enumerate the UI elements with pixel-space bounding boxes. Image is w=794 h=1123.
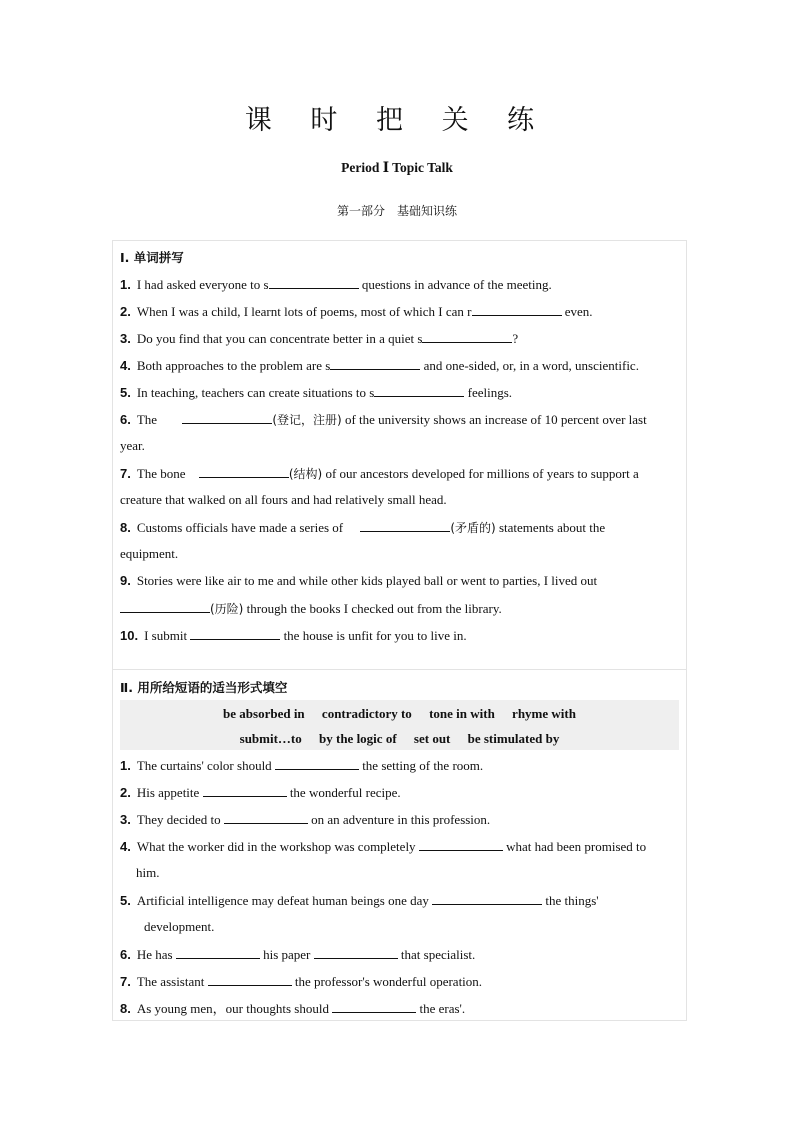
list-item: 8. Customs officials have made a series of (矛盾的) statements about the: [120, 520, 606, 535]
answer-blank[interactable]: [176, 946, 260, 959]
phrase: tone in with: [429, 706, 495, 721]
list-item: 2. His appetite the wonderful recipe.: [120, 785, 401, 800]
phrase: submit…to: [239, 731, 302, 746]
part-heading: 第一部分 基础知识练: [336, 204, 457, 218]
list-item: 10. I submit the house is unfit for you to live in.: [120, 628, 467, 643]
answer-blank[interactable]: [432, 892, 542, 905]
list-item: 8. As young men，our thoughts should the eras'.: [120, 1001, 466, 1016]
phrase-row: [120, 731, 679, 747]
list-item: 3. They decided to on an adventure in this profession.: [120, 812, 491, 827]
answer-blank[interactable]: [330, 357, 420, 370]
list-item-continuation: (历险) through the books I checked out from the library.: [120, 600, 680, 617]
section2-heading: Ⅱ. 用所给短语的适当形式填空: [120, 680, 288, 695]
answer-blank[interactable]: [269, 276, 359, 289]
answer-blank[interactable]: [199, 465, 289, 478]
answer-blank[interactable]: [472, 303, 562, 316]
list-item-continuation: equipment.: [120, 546, 179, 561]
phrase-row: [120, 706, 679, 722]
section1-heading: Ⅰ. 单词拼写: [120, 250, 184, 265]
list-item-continuation: him.: [136, 865, 160, 880]
list-item: 4. Both approaches to the problem are s and one-sided, or, in a word, unscientific.: [120, 358, 639, 373]
list-item-continuation: creature that walked on all fours and had relatively small head.: [120, 492, 447, 507]
phrase-bank: [120, 700, 679, 750]
list-item: 6. The (登记，注册) of the university shows an increase of 10 percent over last: [120, 412, 647, 427]
list-item: 1. The curtains' color should the setting of the room.: [120, 758, 484, 773]
answer-blank[interactable]: [419, 838, 503, 851]
phrase: be absorbed in: [223, 706, 305, 721]
list-item-continuation: development.: [144, 919, 215, 934]
answer-blank[interactable]: [208, 973, 292, 986]
period-subtitle: Period Ⅰ Topic Talk: [341, 160, 453, 175]
answer-blank[interactable]: [332, 1000, 416, 1013]
list-item: 7. The assistant the professor's wonderful operation.: [120, 974, 483, 989]
list-item: 7. The bone (结构) of our ancestors developed for millions of years to support a: [120, 466, 639, 481]
list-item: 5. In teaching, teachers can create situations to s feelings.: [120, 385, 513, 400]
answer-blank[interactable]: [275, 757, 359, 770]
answer-blank[interactable]: [374, 384, 464, 397]
phrase: rhyme with: [512, 706, 576, 721]
list-item: 4. What the worker did in the workshop was completely what had been promised to: [120, 839, 647, 854]
page-title: 课 时 把 关 练: [244, 105, 550, 136]
answer-blank[interactable]: [120, 600, 210, 613]
answer-blank[interactable]: [182, 411, 272, 424]
answer-blank[interactable]: [360, 519, 450, 532]
answer-blank[interactable]: [190, 627, 280, 640]
phrase: contradictory to: [321, 706, 412, 721]
phrase: set out: [413, 731, 451, 746]
list-item: 3. Do you find that you can concentrate better in a quiet s ?: [120, 331, 519, 346]
answer-blank[interactable]: [314, 946, 398, 959]
list-item: 9. Stories were like air to me and while other kids played ball or went to parties, I lived out: [120, 573, 598, 588]
phrase: be stimulated by: [467, 731, 560, 746]
list-item: 5. Artificial intelligence may defeat human beings one day the things': [120, 893, 599, 908]
list-item-continuation: year.: [120, 438, 145, 453]
list-item: 1. I had asked everyone to s questions in advance of the meeting.: [120, 277, 552, 292]
phrase: by the logic of: [319, 731, 397, 746]
list-item: 6. He has his paper that specialist.: [120, 947, 476, 962]
list-item: 2. When I was a child, I learnt lots of poems, most of which I can r even.: [120, 304, 593, 319]
answer-blank[interactable]: [422, 330, 512, 343]
answer-blank[interactable]: [203, 784, 287, 797]
answer-blank[interactable]: [224, 811, 308, 824]
